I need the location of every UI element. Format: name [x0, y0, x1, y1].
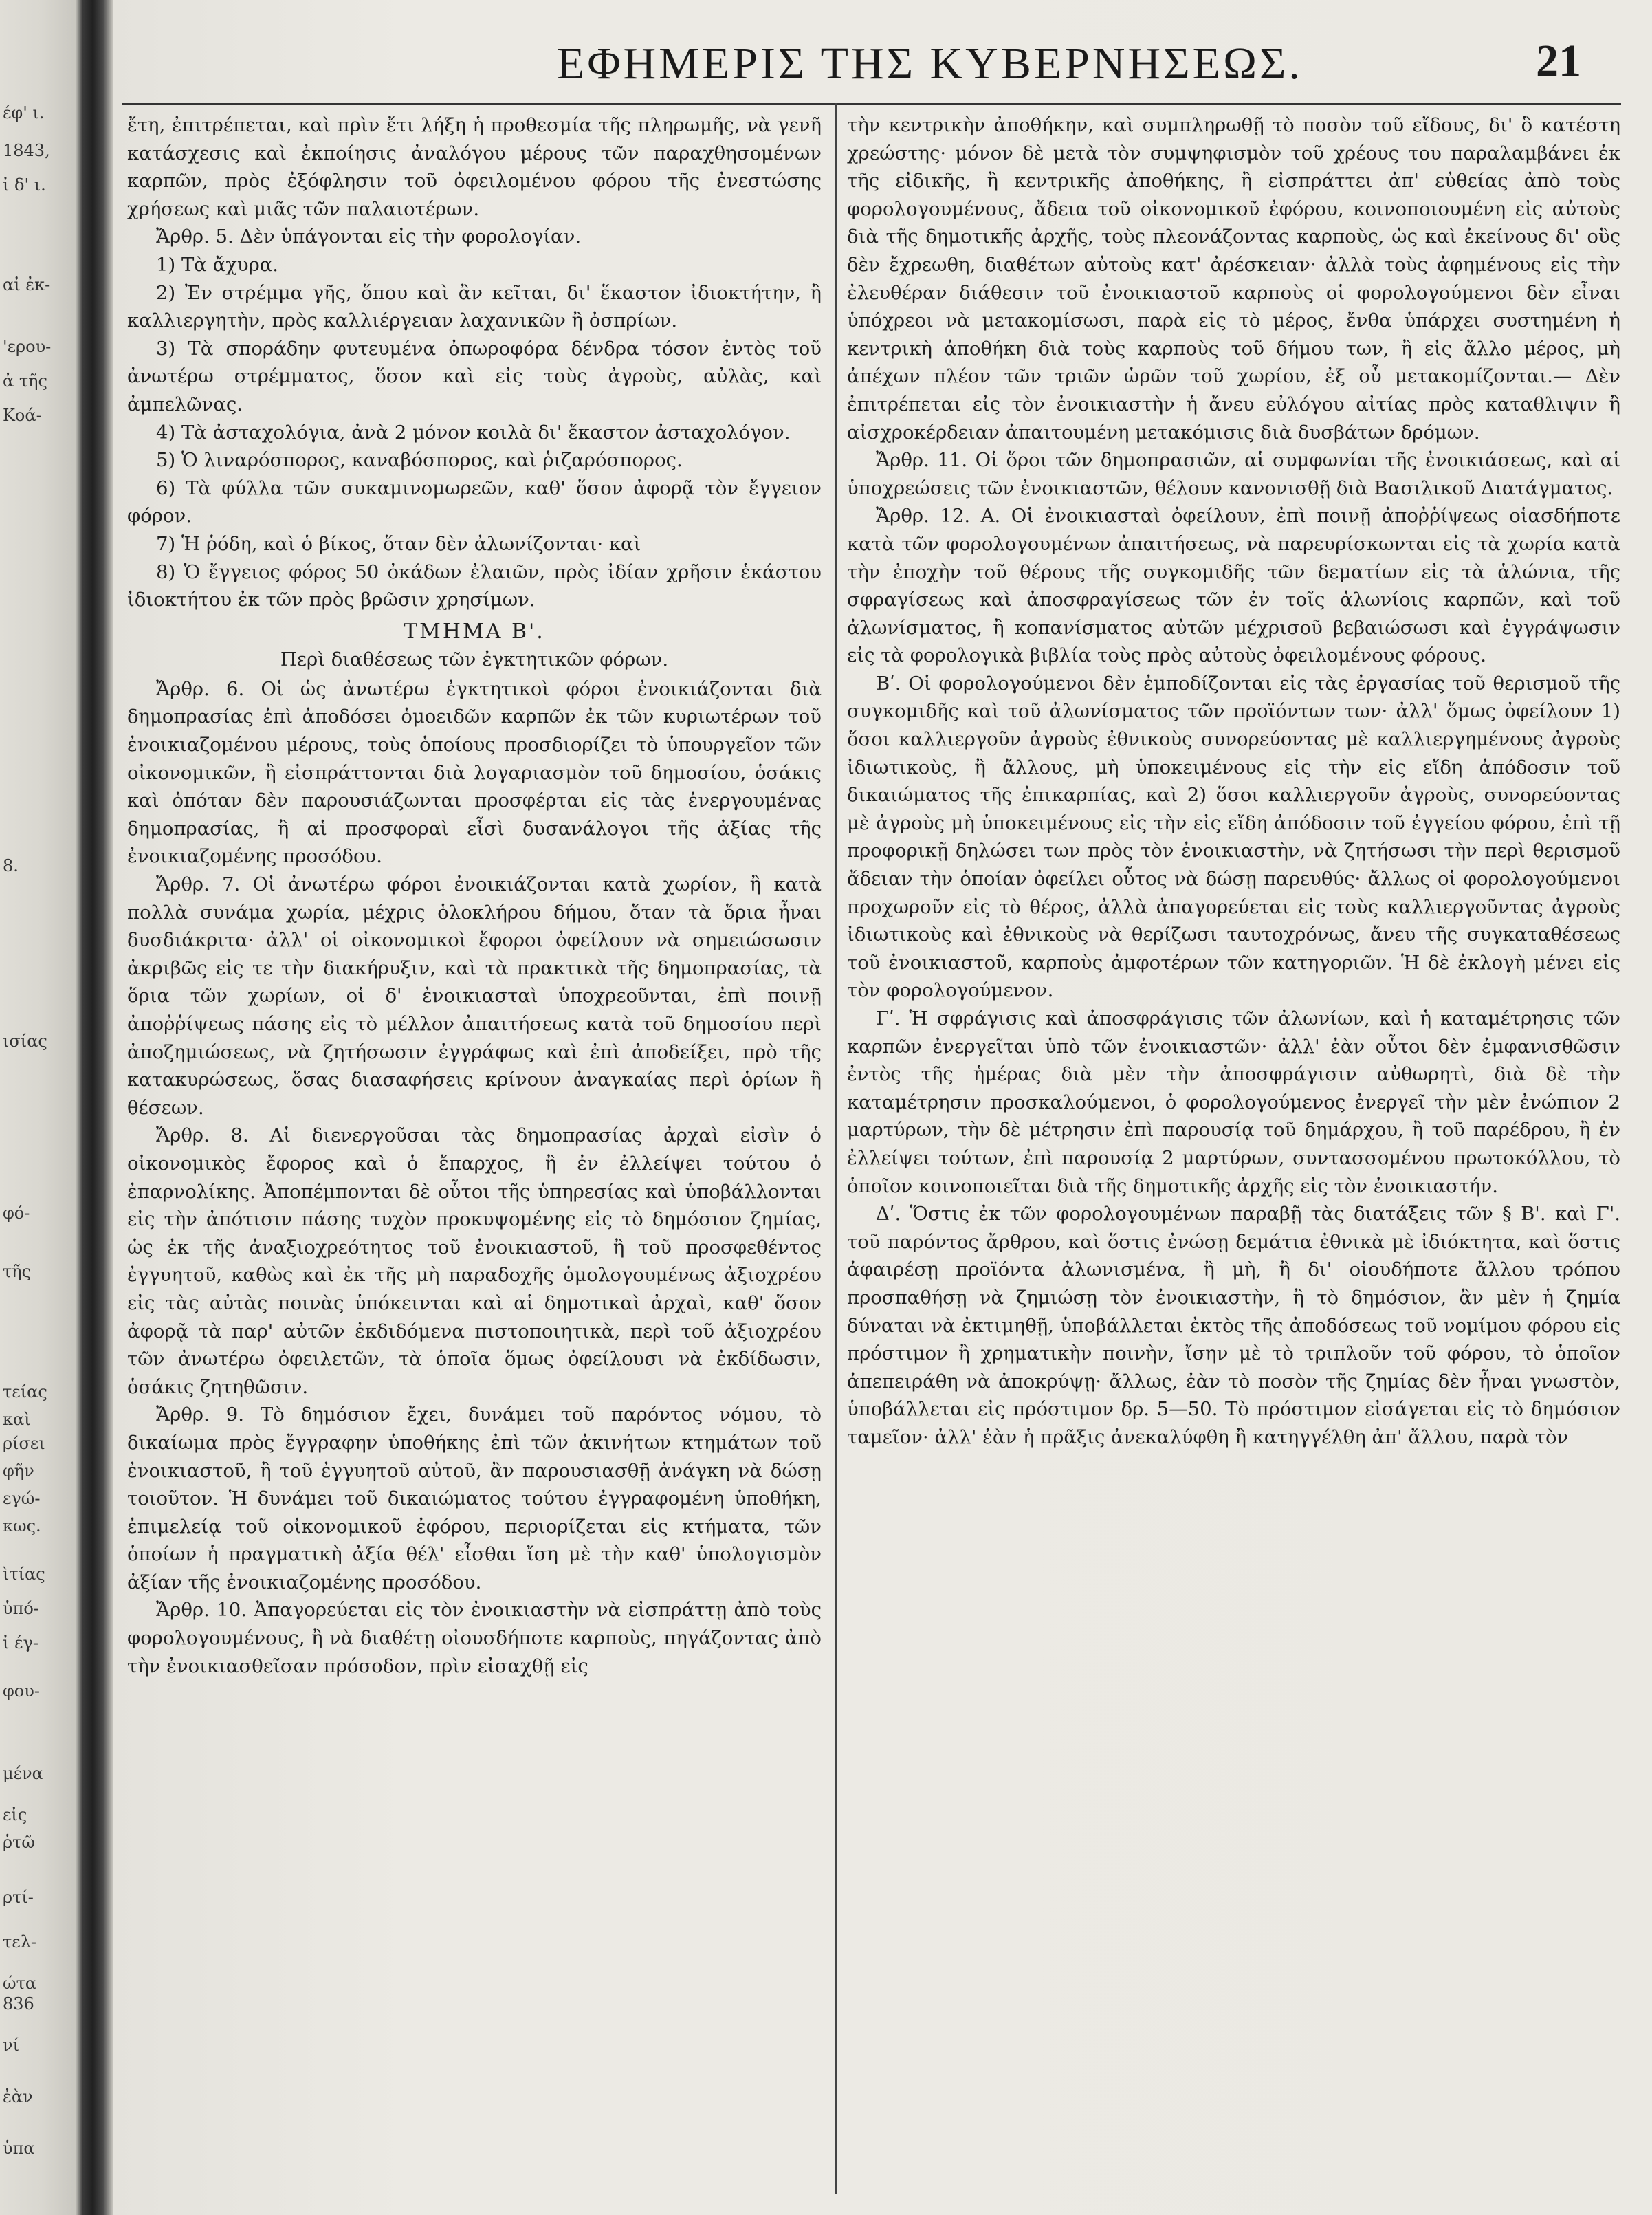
gutter-fragment: ἀ τῆς [3, 371, 47, 391]
newspaper-title: ΕΦΗΜΕΡΙΣ ΤΗΣ ΚΥΒΕΡΝΗΣΕΩΣ. [557, 39, 1303, 89]
article-paragraph: Ἄρθρ. 7. Οἱ ἀνωτέρω φόροι ἐνοικιάζονται κατὰ χωρίον, ἢ κατὰ πολλὰ συνάμα χωρία, μέχρις ὁλοκλήρου δήμου, ὅταν τὰ ὅρια ἦναι δυσδιάκριτα· ἀλλ' οἱ οἰκονομικοὶ ἔφοροι ὀφείλουν νὰ σημειώσωσιν ἀκριβῶς εἰς τε τὴν διακήρυξιν, καὶ τὰ πρακτικὰ τῆς δημοπρασίας, τὰ ὅρια τῶν χωρίων, οἱ δ' ἐνοικιασταὶ ὑποχρεοῦνται, ἐπὶ ποινῇ ἀποῤῥίψεως πάσης εἰς τὸ μέλλον ἀπαιτήσεως κατὰ τοῦ δημοσίου περὶ ἀποζημιώσεως, νὰ ζητήσωσιν ἐγγράφως καὶ ἐπὶ ἀποδείξει, πρὸ τῆς κατακυρώσεως, ὅσας διασαφήσεις κρίνουν ἀναγκαίας περὶ ὁρίων ἢ θέσεων. [127, 873, 822, 1119]
article-paragraph: Ἄρθρ. 11. Οἱ ὅροι τῶν δημοπρασιῶν, αἱ συμφωνίαι τῆς ἐνοικιάσεως, καὶ αἱ ὑποχρεώσεις τῶν ἐνοικιαστῶν, θέλουν κανονισθῇ διὰ Βασιλικοῦ Διατάγματος. [847, 449, 1620, 499]
article-paragraph: 5) Ὁ λιναρόσπορος, καναβόσπορος, καὶ ῥιζαρόσπορος. [156, 449, 683, 472]
article-paragraph: Ἄρθρ. 6. Οἱ ὡς ἀνωτέρω ἐγκτητικοὶ φόροι ἐνοικιάζονται διὰ δημοπρασίας ἐπὶ ἀποδόσει ὁμοειδῶν καρπῶν ἐκ τῶν κυριωτέρων τοῦ ἐνοικιαζομένου μέρους, τοὺς ὁποίους προσδιορίζει τὸ ὑπουργεῖον τῶν οἰκονομικῶν, ἢ εἰσπράττονται διὰ λογαριασμὸν τοῦ δημοσίου, ὁσάκις καὶ ὁπόταν δὲν παρουσιάζωνται προσφέρται εἰς τὰς ἐνεργουμένας δημοπρασίας, ἢ αἱ προσφοραὶ εἶσὶ δυσανάλογοι τῆς ἀξίας τῆς ἐνοικιαζομένης προσόδου. [127, 677, 822, 868]
gutter-fragment: εγώ- [3, 1489, 41, 1508]
gutter-fragment: κως. [3, 1516, 41, 1536]
article-paragraph: 8) Ὁ ἔγγειος φόρος 50 ὀκάδων ἐλαιῶν, πρὸς ἰδίαν χρῆσιν ἑκάστου ἰδιοκτήτου ἐκ τῶν πρὸς βρῶσιν χρησίμων. [127, 560, 822, 611]
article-paragraph: 4) Τὰ ἀσταχολόγια, ἀνὰ 2 μόνον κοιλὰ δι' ἕκαστον ἀσταχολόγον. [156, 421, 791, 444]
section-heading: ΤΜΗΜΑ Β'. [404, 619, 545, 644]
gutter-fragment: φου- [3, 1681, 40, 1701]
gutter-fragment: ισίας [3, 1032, 47, 1051]
article-paragraph: τὴν κεντρικὴν ἀποθήκην, καὶ συμπληρωθῇ τὸ ποσὸν τοῦ εἴδους, δι' ὃ κατέστη χρεώστης· μόνον δὲ μετὰ τὸν συμψηφισμὸν τοῦ χρέους του παραλαμβάνει ἐκ τῆς εἰδικῆς, ἢ κεντρικῆς ἀποθήκης, ἢ εἰσπράττει ἀπ' εὐθείας ἀπὸ τοὺς φορολογουμένους, ἄδεια τοῦ οἰκονομικοῦ ἐφόρου, κοινοποιουμένη εἰς αὐτοὺς διὰ τῆς δημοτικῆς ἀρχῆς, τοὺς πλεονάζοντας καρποὺς, ὡς καὶ ἐκείνους δι' οὓς δὲν ἔχρεωθη, διαθέτων αὐτοὺς κατ' ἀρέσκειαν· ἀλλὰ τοὺς ἀφημένους εἰς τὴν ἐλευθέραν διάθεσιν τοῦ ἐνοικιαστοῦ καρποὺς οἱ φορολογούμενοι δὲν εἶναι ὑπόχρεοι νὰ μετακομίσωσι, παρὰ εἰς τὸ μέρος, ἔνθα ὑπάρχει συστημένη ἡ κεντρικὴ ἀποθήκη διὰ τοὺς καρποὺς τοῦ δήμου των, ἢ εἰς ἄλλο μέρος, μὴ ἀπέχων πλέον τῶν τριῶν ὡρῶν τοῦ χωρίου, ἐξ οὗ μετακομίζονται.— Δὲν ἐπιτρέπεται εἰς τὸν ἐνοικιαστὴν ἡ ἄνευ εὐλόγου αἰτίας πρὸς καταθλιψιν ἢ αἰσχροκέρδειαν ἀπαιτουμένη μετακόμισις διὰ δυσβάτων δρόμων. [847, 114, 1620, 444]
article-paragraph: Ἄρθρ. 9. Τὸ δημόσιον ἔχει, δυνάμει τοῦ παρόντος νόμου, τὸ δικαίωμα πρὸς ἔγγραφην ὑποθήκης ἐπὶ τῶν ἀκινήτων κτημάτων τοῦ ἐνοικιαστοῦ, ἢ τοῦ ἐγγυητοῦ αὐτοῦ, ἂν παρουσιασθῇ ἀνάγκη νὰ δώσῃ τοιοῦτον. Ἡ δυνάμει τοῦ δικαιώματος τούτου ἐγγραφομένη ὑποθήκη, ἐπιμελείᾳ τοῦ οἰκονομικοῦ ἐφόρου, περιορίζεται εἰς κτήματα, τῶν ὁποίων ἡ πραγματικὴ ἀξία θέλ' εἶσθαι ἴση μὲ τὴν καθ' ὑπολογισμὸν ἀξίαν τῆς ἐνοικιαζομένης προσόδου. [127, 1404, 822, 1593]
gutter-fragment: ὑπα [3, 2139, 35, 2158]
gutter-fragment: Κοά- [3, 406, 42, 425]
gutter-fragment: μένα [3, 1764, 43, 1783]
gutter-fragment: ὑπό- [3, 1599, 39, 1618]
gutter-fragment: φό- [3, 1203, 30, 1223]
gutter-fragment: τελ- [3, 1932, 37, 1952]
article-paragraph: Βʹ. Οἱ φορολογούμενοι δὲν ἐμποδίζονται εἰς τὰς ἐργασίας τοῦ θερισμοῦ τῆς συγκομιδῆς καὶ τοῦ ἀλωνίσματος τῶν προϊόντων των· ἀλλ' ὅμως ὀφείλουν 1) ὅσοι καλλιεργοῦν ἀγροὺς ἐθνικοὺς συνορεύοντας μὲ καλλιεργημένους ἀγροὺς ἰδιωτικοὺς, ἢ ἄλλους, μὴ ὑποκειμένους εἰς τὴν εἰς εἴδη ἀπόδοσιν τοῦ δικαιώματος τῆς ἐπικαρπίας, καὶ 2) ὅσοι καλλιεργοῦν ἀγροὺς, συνορεύοντας μὲ ἀγροὺς μὴ ὑποκειμένους εἰς τὴν εἰς εἴδη ἀπόδοσιν τοῦ ἐγγείου φόρου, ἐπὶ τῇ προφορικῇ δηλώσει των πρὸς τὸν ἐνοικιαστὴν, νὰ ζητήσωσι τὴν περὶ θερισμοῦ ἄδειαν τὴν ὁποίαν ὀφείλει οὗτος νὰ δώσῃ παρευθύς· ἄλλως οἱ φορολογούμενοι προχωροῦν εἰς τὸ θέρος, ἀλλὰ ἀπαγορεύεται εἰς τοὺς καλλιεργοῦντας ἀγροὺς ἰδιωτικοὺς καὶ ἐθνικοὺς νὰ θερίζωσι ταυτοχρόνως, ἄνευ τῆς συγκαταθέσεως τοῦ ἐνοικιαστοῦ, καρποὺς ἀμφοτέρων τῶν κατηγοριῶν. Ἡ δὲ ἐκλογὴ μένει εἰς τὸν φορολογούμενον. [847, 672, 1620, 1002]
article-paragraph: 7) Ἡ ῥόδη, καὶ ὁ βίκος, ὅταν δὲν ἀλωνίζονται· καὶ [156, 532, 641, 555]
gutter-fragment: τείας [3, 1382, 47, 1401]
article-paragraph: 1) Τὰ ἄχυρα. [156, 253, 279, 276]
header-rule [122, 103, 1621, 105]
gutter-fragment: 1843, [3, 141, 50, 160]
gutter-fragment: φῆν [3, 1461, 34, 1481]
gutter-fragment: ἰ δ' ι. [3, 175, 46, 195]
page-number: 21 [1536, 36, 1581, 86]
gutter-fragment: ἐὰν [3, 2087, 33, 2106]
article-paragraph: 6) Τὰ φύλλα τῶν συκαμινομωρεῶν, καθ' ὅσον ἀφορᾷ τὸν ἔγγειον φόρον. [127, 477, 822, 527]
article-paragraph: ἔτη, ἐπιτρέπεται, καὶ πρὶν ἔτι λήξη ἡ προθεσμία τῆς πληρωμῆς, νὰ γενῆ κατάσχεσις καὶ ἐκποίησις ἀναλόγου μέρους τῶν παραχθησομένων καρπῶν, πρὸς ἐξόφλησιν τοῦ ὀφειλομένου φόρου τῆς ἐνεστώσης χρήσεως καὶ μιᾶς τῶν παλαιοτέρων. [127, 114, 822, 220]
gutter-fragment: καὶ [3, 1410, 31, 1429]
gutter-fragment: νί [3, 2036, 19, 2055]
article-paragraph: Ἄρθρ. 10. Ἀπαγορεύεται εἰς τὸν ἐνοικιαστὴν νὰ εἰσπράττῃ ἀπὸ τοὺς φορολογουμένους, ἢ νὰ διαθέτῃ οἰουσδήποτε καρποὺς, πηγάζοντας ἀπὸ τὴν ἐνοικιασθεῖσαν πρόσοδον, πρὶν εἰσαχθῇ εἰς [127, 1599, 822, 1677]
article-paragraph: 2) Ἐν στρέμμα γῆς, ὅπου καὶ ἂν κεῖται, δι' ἕκαστον ἰδιοκτήτην, ἢ καλλιεργητὴν, πρὸς καλλιέργειαν λαχανικῶν ἢ ὀσπρίων. [127, 281, 822, 332]
gutter-fragment: 836 [3, 1994, 34, 2014]
gutter-fragment: 8. [3, 856, 19, 875]
gutter-fragment: ρτί- [3, 1888, 34, 1907]
article-paragraph: Δʹ. Ὅστις ἐκ τῶν φορολογουμένων παραβῇ τὰς διατάξεις τῶν § Β'. καὶ Γ'. τοῦ παρόντος ἄρθρου, καὶ ὅστις ἐνώσῃ δεμάτια ἐθνικὰ μὲ ἰδιόκτητα, καὶ ὅστις ἀφαιρέσῃ προϊόντα ἀλωνισμένα, ἢ μὴ, ἢ δι' οἱουδήποτε ἄλλου τρόπου προσπαθήσῃ νὰ ζημιώσῃ τὸν ἐνοικιαστὴν, ἢ τὸ δημόσιον, ἂν μὲν ἡ ζημία δύναται νὰ ἐκτιμηθῇ, ὑποβάλλεται ἐκτὸς τῆς ἀποδόσεως τοῦ νομίμου φόρου εἰς πρόστιμον ἢ χρηματικὴν ποινὴν, ἴσην μὲ τὸ τριπλοῦν τοῦ φόρου, τὸ ὁποῖον ἀπεπειράθη νὰ ἀποκρύψῃ· ἄλλως, ἐὰν τὸ ποσὸν τῆς ζημίας δὲν ἦναι γνωστὸν, ὑποβάλλεται εἰς πρόστιμον δρ. 5—50. Τὸ πρόστιμον εἰσάγεται εἰς τὸ δημόσιον ταμεῖον· ἀλλ' ἐὰν ἡ πρᾶξις ἀνεκαλύφθη ἢ κατηγγέλθη ἀπ' ἄλλου, παρὰ τὸν [847, 1203, 1620, 1448]
gutter-fragment: ἰ έγ- [3, 1633, 38, 1652]
gutter-fragment: ρίσει [3, 1434, 45, 1453]
article-paragraph: Ἄρθρ. 8. Αἱ διενεργοῦσαι τὰς δημοπρασίας ἀρχαὶ εἰσὶν ὁ οἰκονομικὸς ἔφορος καὶ ὁ ἔπαρχος, ἢ ἐν ἐλλείψει τούτου ὁ ἐπαρνολίκης. Ἀποπέμπονται δὲ οὗτοι τῆς ὑπηρεσίας καὶ ὑποβάλλονται εἰς τὴν ἀπότισιν πάσης τυχὸν προκυψομένης εἰς τὸ δημόσιον ζημίας, ὡς ἐκ τῆς ἀναξιοχρεότητος τοῦ ἐνοικιαστοῦ, ἢ τοῦ προσφεθέντος ἐγγυητοῦ, καθὼς καὶ ἐκ τῆς μὴ παραδοχῆς ὁμολογουμένως ἀξιοχρέου εἰς τὰς αὐτὰς ποινὰς ὑπόκεινται καὶ αἱ δημοτικαὶ ἀρχαὶ, καθ' ὅσον ἀφορᾷ τὰ παρ' αὐτῶν ἐκδιδόμενα πιστοποιητικὰ, περὶ τοῦ ἀξιοχρέου τῶν ἀνωτέρω ὀφειλετῶν, τὰ ὁποῖα ὅμως ὀφείλουσι νὰ ἐκδίδωσιν, ὁσάκις ζητηθῶσιν. [127, 1124, 822, 1398]
gutter-fragment: τῆς [3, 1262, 32, 1281]
page-header [550, 38, 1581, 93]
gutter-fragment: αἰ ἐκ- [3, 275, 51, 294]
article-paragraph: Ἄρθρ. 12. Α. Οἱ ἐνοικιασταὶ ὀφείλουν, ἐπὶ ποινῇ ἀποῤῥίψεως οἱασδήποτε κατὰ τῶν φορολογουμένων ἀπαιτήσεως, νὰ παρευρίσκωνται εἰς τὰ χωρία κατὰ τὴν ἐποχὴν τοῦ θέρους τῆς συγκομιδῆς τῶν δεματίων εἰς τὰ ἁλώνια, τῆς σφραγίσεως καὶ ἀποσφραγίσεως τῶν ἐν τοῖς ἁλωνίοις καρπῶν, καὶ τοῦ ἀλωνίσματος, ἢ κοπανίσματος αὐτῶν μέχρισοῦ βεβαιώσωσι καὶ ἐγγράψωσιν εἰς τὰ φορολογικὰ βιβλία τοὺς πρὸς αὐτοὺς ὀφειλομένους φόρους. [847, 505, 1620, 667]
gutter-fragment: ώτα [3, 1974, 37, 1993]
right-column [847, 111, 1620, 1452]
gutter-fragment: 'ερου- [3, 337, 52, 356]
column-divider [835, 103, 837, 2194]
gutter-fragment: έφ' ι. [3, 103, 45, 122]
article-paragraph: 3) Τὰ σποράδην φυτευμένα ὀπωροφόρα δένδρα τόσον ἐντὸς τοῦ ἀνωτέρω στρέμματος, ὅσον καὶ εἰς τοὺς ἀγροὺς, αὐλὰς, καὶ ἀμπελῶνας. [127, 337, 822, 415]
article-paragraph: Ἄρθρ. 5. Δὲν ὑπάγονται εἰς τὴν φορολογίαν. [156, 226, 582, 248]
section-subheading: Περὶ διαθέσεως τῶν ἐγκτητικῶν φόρων. [280, 648, 669, 671]
gutter-fragment: ὶτίας [3, 1564, 45, 1584]
gutter-fragment: ῥτῶ [3, 1833, 35, 1852]
left-column [127, 111, 822, 1680]
book-binding [0, 0, 113, 2215]
gutter-fragment: εἰς [3, 1805, 27, 1824]
article-paragraph: Γʹ. Ἡ σφράγισις καὶ ἀποσφράγισις τῶν ἀλωνίων, καὶ ἡ καταμέτρησις τῶν καρπῶν ἐνεργεῖται ὑπὸ τῶν ἐνοικιαστῶν· ἀλλ' ἐὰν οὗτοι δὲν ἐμφανισθῶσιν ἐντὸς τῆς ἡμέρας διὰ μὲν τὴν ἀποσφράγισιν αὐθωρητὶ, διὰ δὲ τὴν καταμέτρησιν προσκαλούμενοι, ὁ φορολογούμενος ἐνεργεῖ τὴν μὲν ἐνώπιον 2 μαρτύρων, τὴν δὲ μέτρησιν ἐπὶ παρουσίᾳ τοῦ δημάρχου, ἢ τοῦ παρέδρου, ἢ ἐν ἐλλείψει τούτων, ἐπὶ παρουσίᾳ 2 μαρτύρων, συντασσομένου πρωτοκόλλου, τὸ ὁποῖον κοινοποιεῖται διὰ τῆς δημοτικῆς ἀρχῆς εἰς τὸν ἐνοικιαστήν. [847, 1007, 1620, 1197]
